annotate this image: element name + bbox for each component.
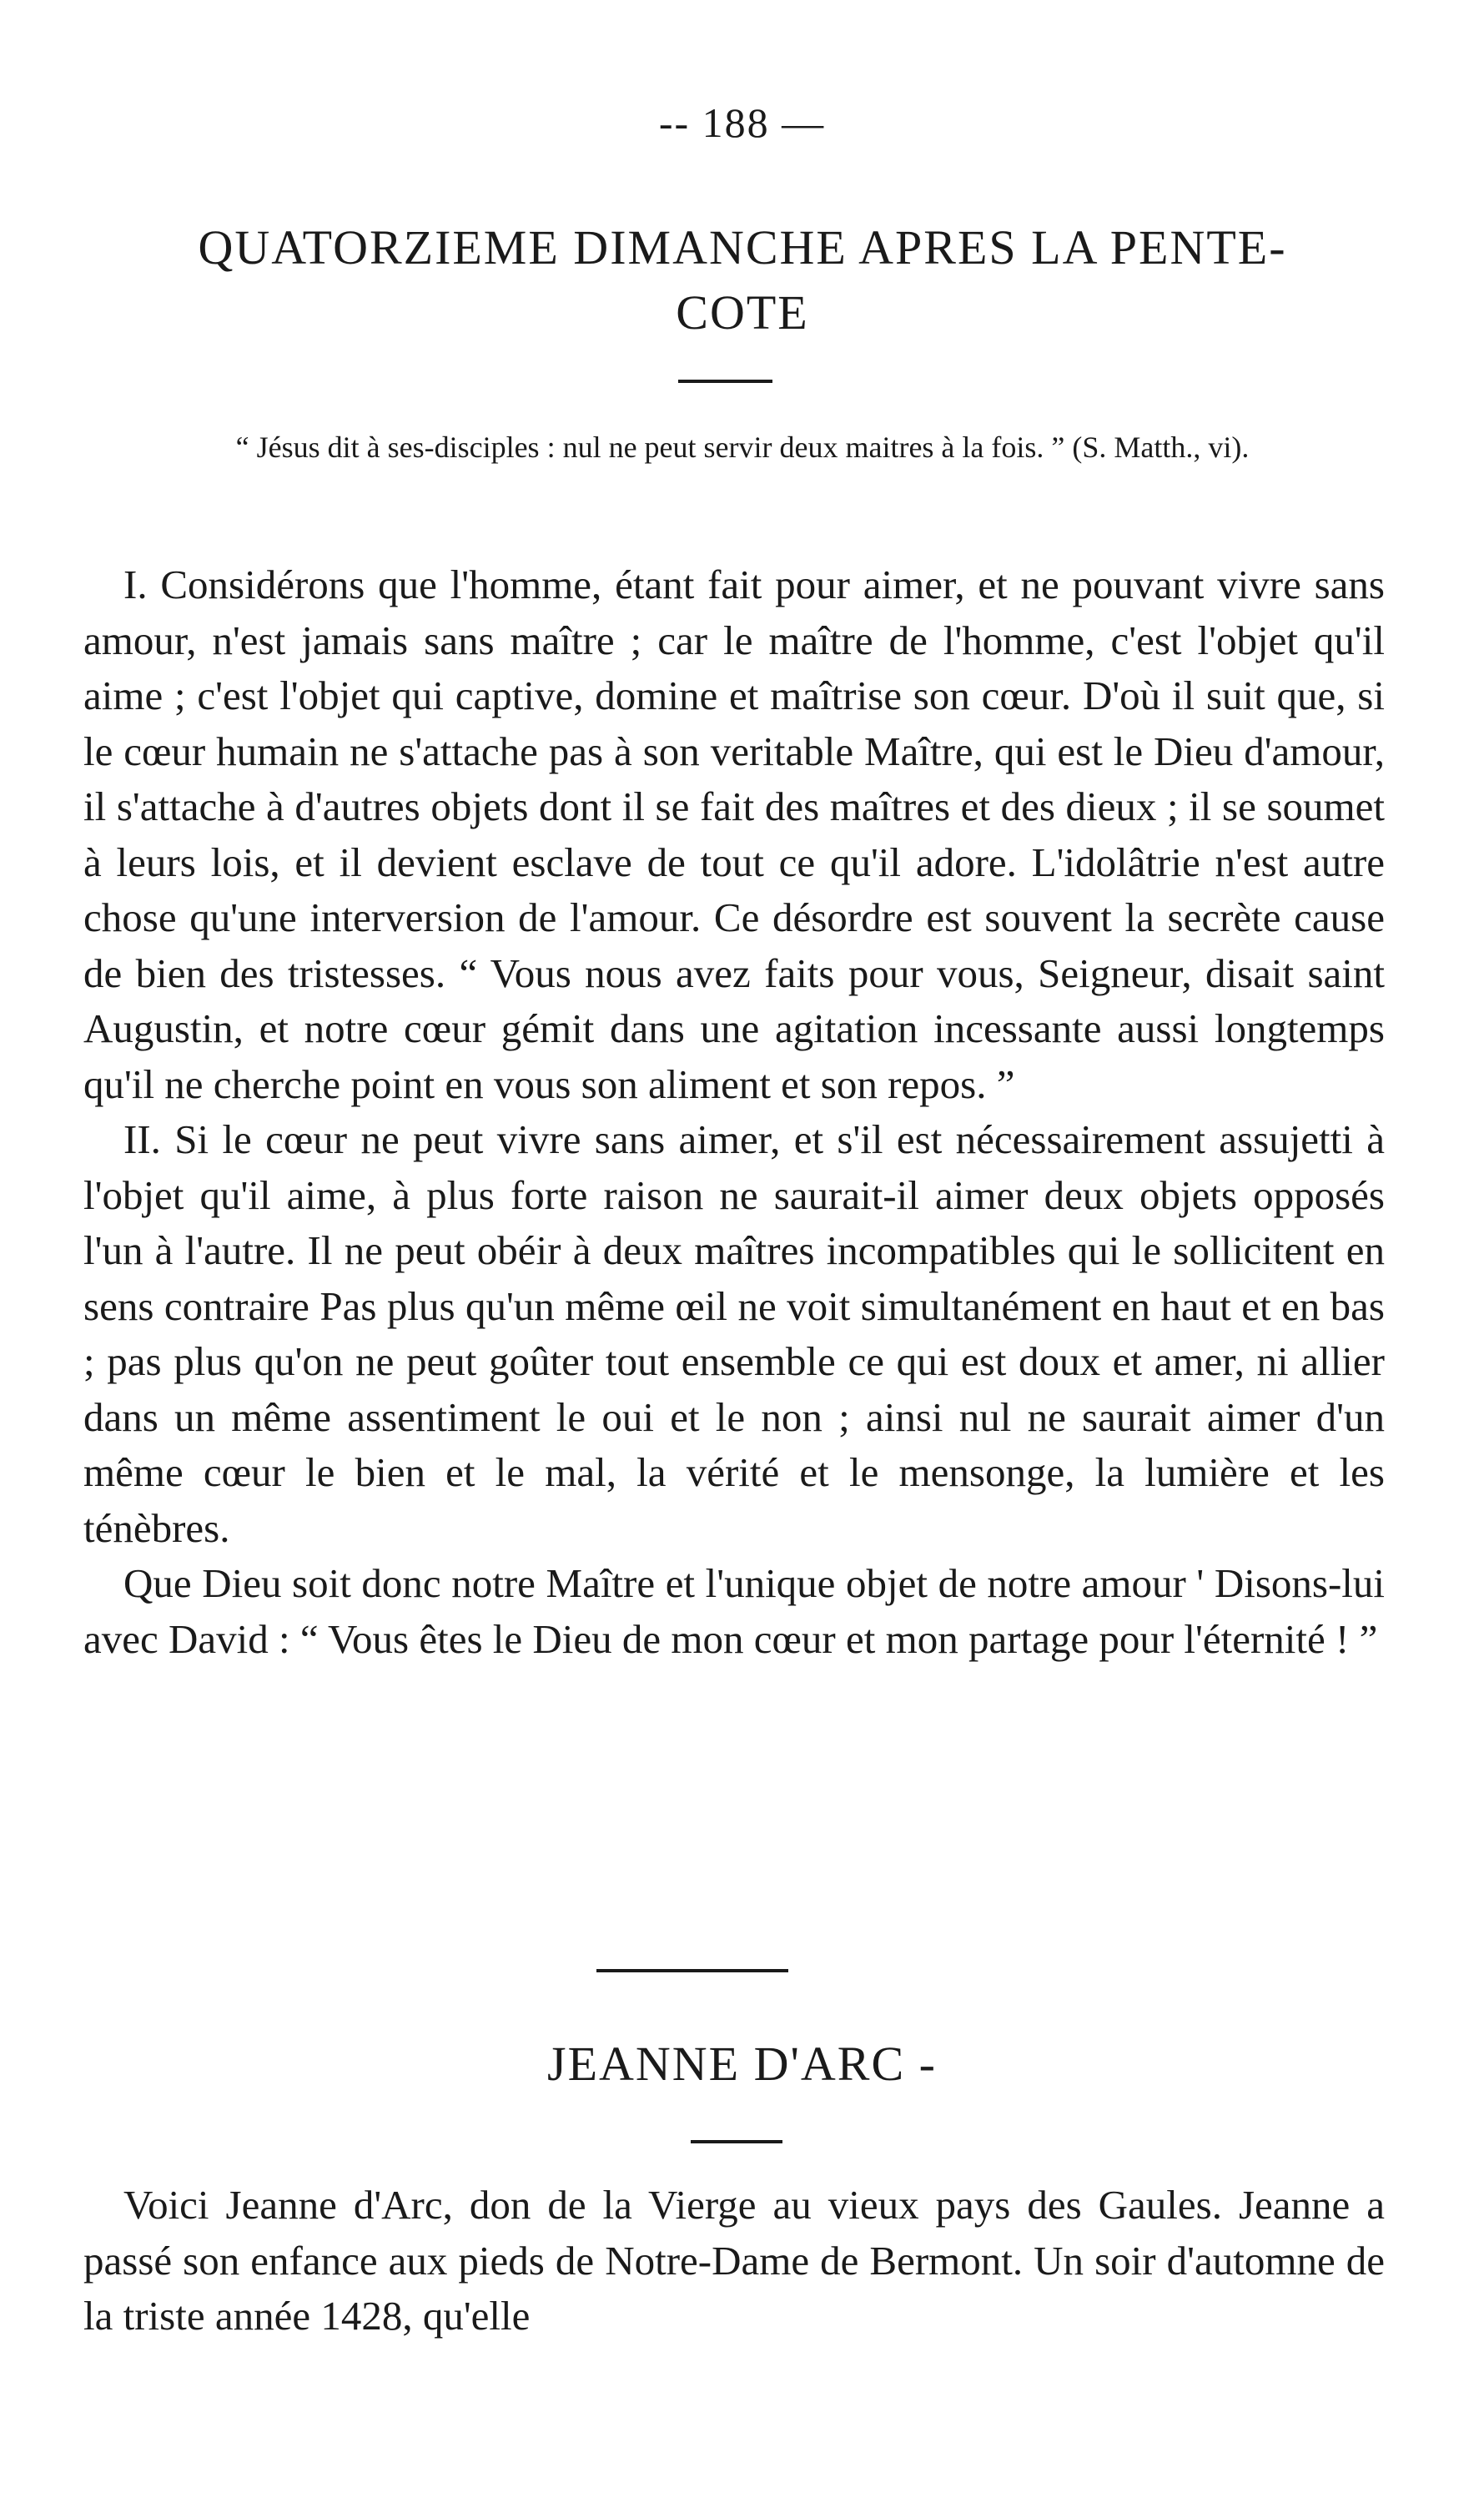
title-divider (678, 380, 772, 383)
section-title-jeanne-darc: JEANNE D'ARC - (547, 2037, 937, 2091)
section-title-line-1: QUATORZIEME DIMANCHE APRES LA PENTE- (198, 220, 1287, 274)
section-1-body (83, 557, 1385, 1667)
page-number: -- 188 — (658, 99, 826, 146)
paragraph-2: II. Si le cœur ne peut vivre sans aimer, et s'il est nécessairement assujetti à l'objet qu'il aime, à plus forte raison ne saurait-il aimer deux objets opposés l'un à l'autre. Il ne peut obéir à deux maîtres incompatibles qui le sollicitent en sens contraire Pas plus qu'un même œil ne voit simultanément en haut et en bas ; pas plus qu'on ne peut goûter tout ensemble ce qui est doux et amer, ni allier dans un même assentiment le oui et le non ; ainsi nul ne saurait aimer d'un même cœur le bien et le mal, la vérité et le mensonge, la lumière et les ténèbres. (83, 1116, 1385, 1551)
section-title-line-2: COTE (676, 285, 809, 340)
title-divider-2 (691, 2140, 782, 2143)
section-2-body (83, 2178, 1385, 2344)
paragraph-jeanne-1: Voici Jeanne d'Arc, don de la Vierge au vieux pays des Gaules. Jeanne a passé son enfance aux pieds de Notre-Dame de Bermont. Un soir d'automne de la triste année 1428, qu'elle (83, 2182, 1385, 2339)
section-title-quatorzieme-dimanche (92, 215, 1393, 345)
section-divider (596, 1969, 788, 1972)
epigraph: “ Jésus dit à ses-disciples : nul ne peut servir deux maitres à la fois. ” (S. Matth., vi). (235, 431, 1250, 464)
paragraph-1: I. Considérons que l'homme, étant fait pour aimer, et ne pouvant vivre sans amour, n'est jamais sans maître ; car le maître de l'homme, c'est l'objet qu'il aime ; c'est l'objet qui captive, domine et maîtrise son cœur. D'où il suit que, si le cœur humain ne s'attache pas à son veritable Maître, qui est le Dieu d'amour, il s'attache à d'autres objets dont il se fait des maîtres et des dieux ; il se soumet à leurs lois, et il devient esclave de tout ce qu'il adore. L'idolâtrie n'est autre chose qu'une interversion de l'amour. Ce désordre est souvent la secrète cause de bien des tristesses. “ Vous nous avez faits pour vous, Seigneur, disait saint Augustin, et notre cœur gémit dans une agitation incessante aussi longtemps qu'il ne cherche point en vous son aliment et son repos. ” (83, 562, 1385, 1107)
paragraph-3: Que Dieu soit donc notre Maître et l'unique objet de notre amour ' Disons-lui avec David : “ Vous êtes le Dieu de mon cœur et mon partage pour l'éternité ! ” (83, 1560, 1385, 1662)
